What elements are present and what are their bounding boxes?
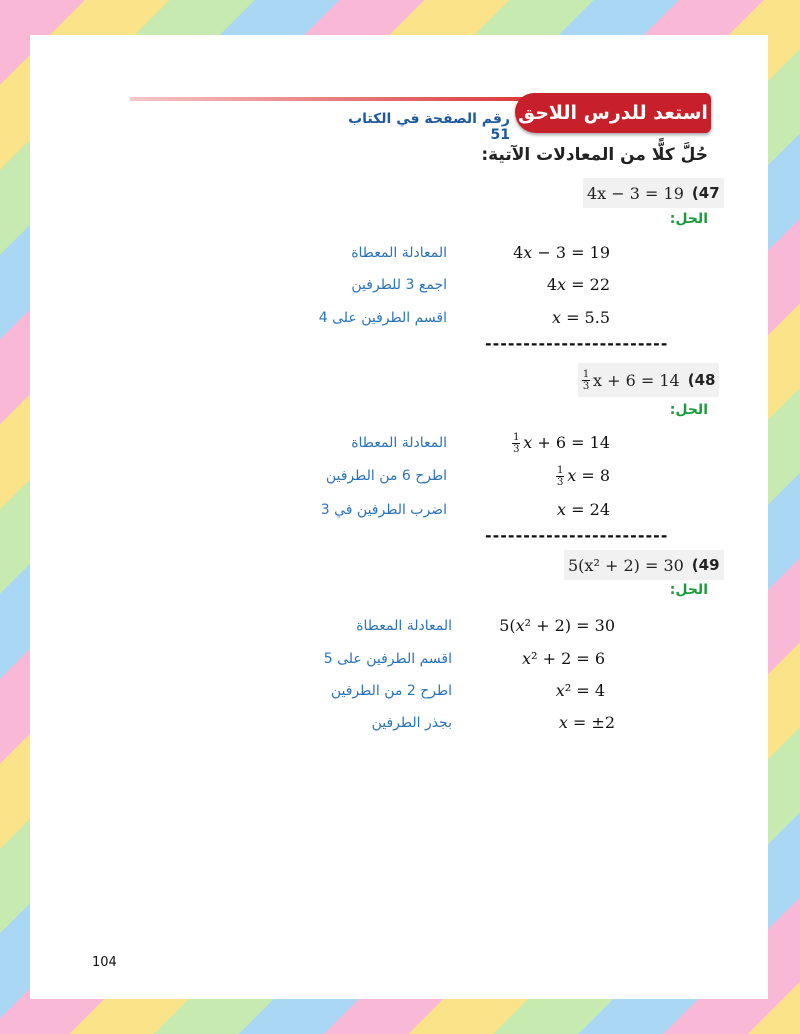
- problem-47: [583, 178, 724, 208]
- fraction-one-third: $\frac{1}{3}$: [582, 368, 590, 392]
- step-equation: 4𝑥 = 22: [546, 275, 610, 294]
- step-note: بجذر الطرفين: [371, 715, 452, 731]
- page-number: 104: [92, 955, 117, 970]
- step-note: اضرب الطرفين في 3: [320, 502, 447, 518]
- banner-title: استعد للدرس اللاحق: [518, 102, 708, 124]
- problem-number: (48: [687, 371, 716, 389]
- step-note: المعادلة المعطاة: [351, 435, 447, 451]
- step-equation: 𝑥 = 5.5: [551, 308, 610, 327]
- step-note: اقسم الطرفين على 5: [323, 651, 452, 667]
- step-note: اقسم الطرفين على 4: [318, 310, 447, 326]
- step-note: المعادلة المعطاة: [351, 245, 447, 261]
- step-equation: 5(𝑥² + 2) = 30: [499, 616, 615, 635]
- lesson-banner: [515, 93, 711, 133]
- problem-number: (49: [691, 556, 720, 574]
- step-note: اجمع 3 للطرفين: [351, 277, 447, 293]
- step-equation: 4𝑥 − 3 = 19: [513, 243, 610, 262]
- instruction-text: حُلَّ كلًّا من المعادلات الآتية:: [481, 145, 708, 165]
- problem-equation: 5(x² + 2) = 30: [568, 555, 684, 575]
- separator: ------------------------: [485, 334, 669, 353]
- step-note: المعادلة المعطاة: [356, 618, 452, 634]
- solution-label: الحل:: [669, 211, 708, 227]
- step-equation: 𝑥 = 24: [557, 500, 610, 519]
- book-page-reference: رقم الصفحة في الكتاب 51: [348, 111, 510, 143]
- problem-number: (47: [691, 184, 720, 202]
- step-equation: 𝑥² + 2 = 6: [522, 649, 605, 668]
- problem-equation: x + 6 = 14: [593, 370, 680, 390]
- header-rule: [130, 97, 570, 101]
- solution-label: الحل:: [669, 402, 708, 418]
- problem-48: [578, 363, 719, 397]
- step-note: اطرح 6 من الطرفين: [325, 468, 447, 484]
- solution-label: الحل:: [669, 582, 708, 598]
- step-equation: 𝑥² = 4: [555, 681, 605, 700]
- step-equation: $\frac{1}{3}$ 𝑥 = 8: [557, 465, 610, 488]
- worksheet-page: [30, 35, 768, 999]
- problem-equation: 4x − 3 = 19: [587, 183, 684, 203]
- separator: ------------------------: [485, 526, 669, 545]
- step-equation: 𝑥 = ±2: [558, 713, 615, 732]
- step-equation: $\frac{1}{3}$ 𝑥 + 6 = 14: [513, 432, 610, 455]
- step-note: اطرح 2 من الطرفين: [330, 683, 452, 699]
- problem-49: [564, 550, 724, 580]
